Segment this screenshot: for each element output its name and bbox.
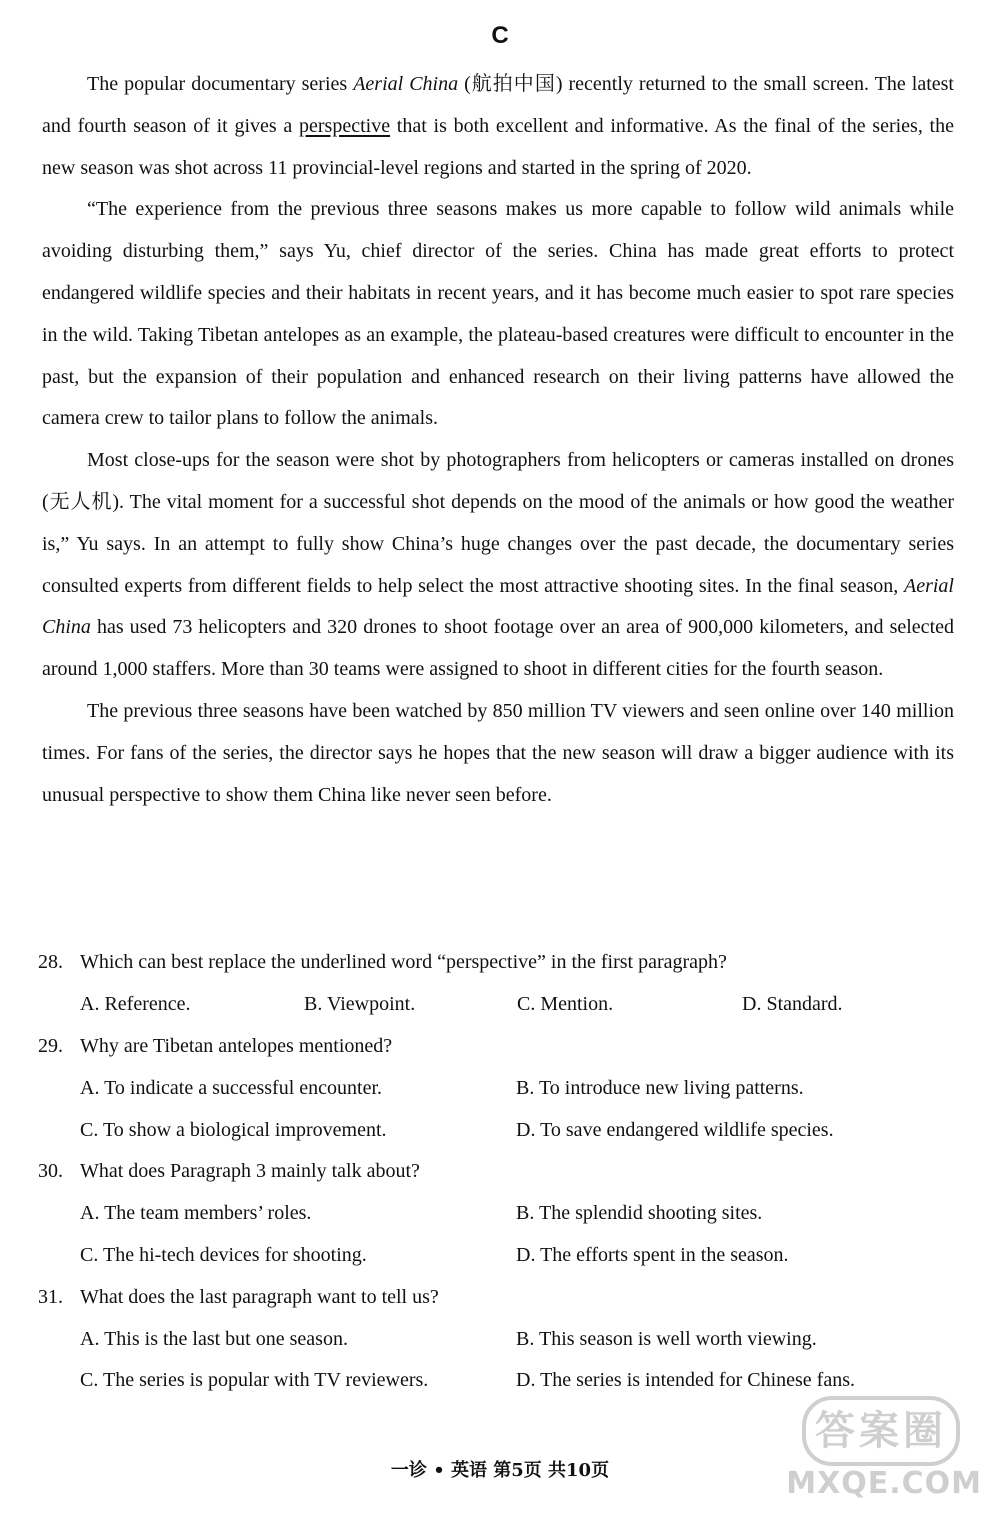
reading-passage: [42, 64, 954, 816]
option-a: A. The team members’ roles.: [80, 1202, 312, 1225]
question-number: 30.: [38, 1160, 63, 1183]
italic-title: Aerial China: [42, 574, 954, 639]
option-c: C. Mention.: [517, 993, 614, 1016]
question-28: [38, 942, 938, 984]
page-footer: 一诊 • 英语 第5页 共10页: [390, 1460, 610, 1481]
question-28-options: [38, 984, 938, 1026]
option-b: B. The splendid shooting sites.: [516, 1202, 763, 1225]
paragraph-3: Most close-ups for the season were shot by photographers from helicopters or cameras installed on drones (无人机). The vital moment for a successful shot depends on the mood of the animals or how good the weather is,” Yu says. In an attempt to fully show China’s huge changes over the past decade, the documentary series consulted experts from different fields to help select the most attractive shooting sites. In the final season, Aerial China has used 73 helicopters and 320 drones to shoot footage over an area of 900,000 kilometers, and selected around 1,000 staffers. More than 30 teams were assigned to shoot in different cities for the fourth season.: [42, 449, 954, 681]
section-letter: C: [491, 22, 509, 49]
question-text: What does Paragraph 3 mainly talk about?: [80, 1160, 420, 1183]
watermark-logo: [786, 1396, 982, 1501]
option-a: A. This is the last but one season.: [80, 1327, 348, 1350]
option-b: B. To introduce new living patterns.: [516, 1076, 804, 1099]
question-text: What does the last paragraph want to tell us?: [80, 1285, 439, 1308]
question-30-options-row-1: [38, 1193, 938, 1235]
italic-title: Aerial China: [353, 73, 459, 95]
paragraph-1: The popular documentary series Aerial China (航拍中国) recently returned to the small screen. The latest and fourth season of it gives a perspective that is both excellent and informative. As the final of the series, the new season was shot across 11 provincial-level regions and started in the spring of 2020.: [42, 73, 954, 179]
watermark-url: MXQE.COM: [786, 1466, 982, 1501]
watermark-logo-text: 答案圈: [802, 1396, 960, 1466]
option-c: C. To show a biological improvement.: [80, 1118, 387, 1141]
paragraph-4: The previous three seasons have been watched by 850 million TV viewers and seen online over 140 million times. For fans of the series, the director says he hopes that the new season will draw a bigger audience with its unusual perspective to show them China like never seen before.: [42, 699, 954, 806]
question-29-options-row-2: [38, 1109, 938, 1151]
option-d: D. Standard.: [742, 993, 843, 1016]
paragraph-2: “The experience from the previous three seasons makes us more capable to follow wild animals while avoiding disturbing them,” says Yu, chief director of the series. China has made great efforts to protect endangered wildlife species and their habitats in recent years, and it has become much easier to spot rare species in the wild. Taking Tibetan antelopes as an example, the plateau-based creatures were difficult to encounter in the past, but the expansion of their population and enhanced research on their living patterns have allowed the camera crew to tailor plans to follow the animals.: [42, 198, 954, 430]
option-a: A. To indicate a successful encounter.: [80, 1076, 383, 1099]
question-29: [38, 1026, 938, 1068]
question-number: 28.: [38, 951, 63, 974]
option-d: D. The efforts spent in the season.: [516, 1243, 789, 1266]
question-31: [38, 1276, 938, 1318]
question-text: Why are Tibetan antelopes mentioned?: [80, 1034, 393, 1057]
question-30-options-row-2: [38, 1235, 938, 1277]
option-c: C. The hi-tech devices for shooting.: [80, 1243, 367, 1266]
question-text: Which can best replace the underlined word “perspective” in the first paragraph?: [80, 951, 727, 974]
question-31-options-row-1: [38, 1318, 938, 1360]
underlined-word: perspective: [299, 114, 391, 137]
option-c: C. The series is popular with TV reviewers.: [80, 1369, 429, 1392]
option-b: B. Viewpoint.: [304, 993, 416, 1016]
question-list: [38, 942, 938, 1402]
question-number: 29.: [38, 1034, 63, 1057]
question-30: [38, 1151, 938, 1193]
option-d: D. To save endangered wildlife species.: [516, 1118, 834, 1141]
question-number: 31.: [38, 1285, 63, 1308]
option-b: B. This season is well worth viewing.: [516, 1327, 817, 1350]
option-a: A. Reference.: [80, 993, 191, 1016]
option-d: D. The series is intended for Chinese fans.: [516, 1369, 855, 1392]
question-29-options-row-1: [38, 1067, 938, 1109]
